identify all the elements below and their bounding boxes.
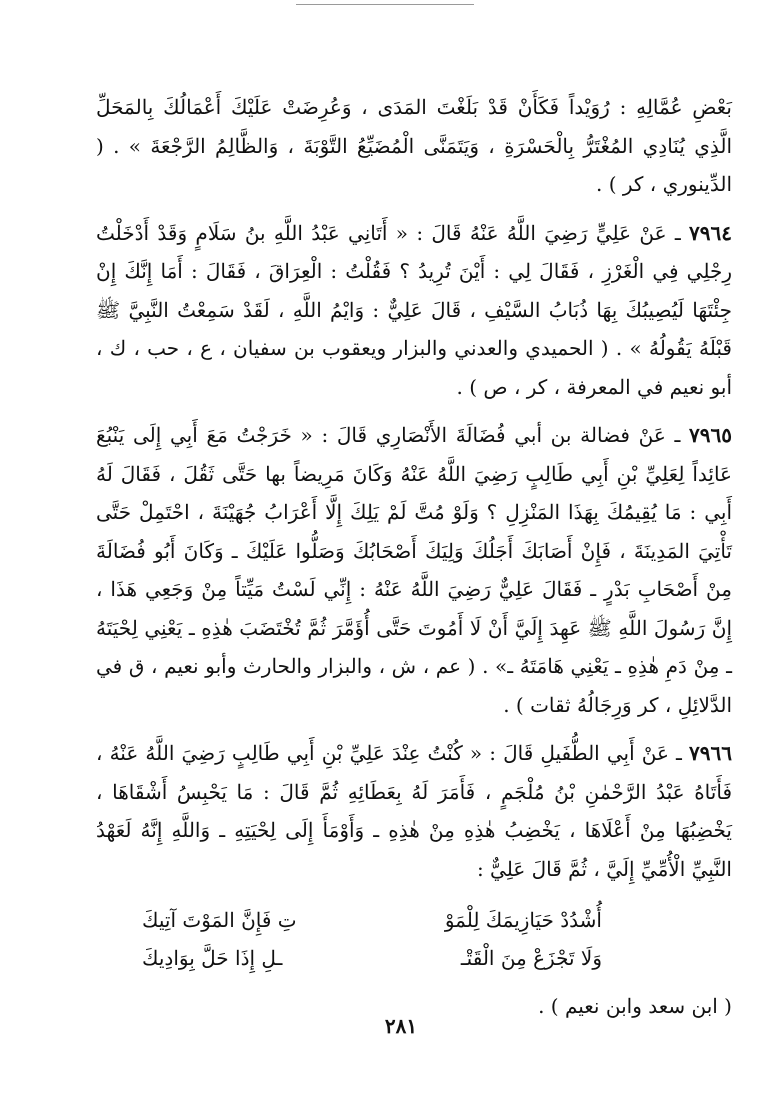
hadith-number: ٧٩٦٦ — [689, 741, 732, 765]
hadith-text: ـ عَنْ أَبِي الطُّفَيلِ قَالَ : « كُنْتُ عِنْدَ عَلِيِّ بْنِ أَبِي طَالِبٍ رَضِيَ اللَّهُ عَنْهُ ، فَأَتَاهُ عَبْدُ الرَّحْمٰنِ بْنُ مُلْجَمٍ ، فَأَمَرَ لَهُ بِعَطَائِهِ ثُمَّ قَالَ : مَا يَحْبِسُ أَشْقَاهَا ، يَخْضِبُهَا مِنْ أَعْلَاهَا ، يَخْضِبُ هٰذِهِ مِنْ هٰذِهِ ـ وَأَوْمَأَ إِلَى لِحْيَتِهِ ـ وَاللَّهِ إِنَّهُ لَعَهْدُ النَّبِيِّ الْأُمِّيِّ إِلَيَّ ، ثُمَّ قَالَ عَلِيٌّ : — [96, 741, 732, 881]
page-number: ٢٨١ — [384, 1014, 418, 1038]
source-citation: ( ابن سعد وابن نعيم ) . — [538, 994, 732, 1018]
hemistich-first: وَلَا تَجْزَعْ مِنَ الْقَتْـ — [460, 946, 602, 970]
hadith-number: ٧٩٦٤ — [689, 220, 732, 245]
poem-verse — [142, 939, 602, 977]
top-rule — [296, 4, 474, 5]
hadith-text: ـ عَنْ عَلِيٍّ رَضِيَ اللَّهُ عَنْهُ قَالَ : « أَتَانِي عَبْدُ اللَّهِ بنُ سَلَامٍ وَقَدْ أَدْخَلْتُ رِجْلِي فِي الْغَرْزِ ، فَقَالَ لِي : أَيْنَ تُرِيدُ ؟ فَقُلْتُ : الْعِرَاقَ ، فَقَالَ : أَمَا إِنَّكَ إِنْ جِئْتَهَا لَيُصِيبُكَ بِهَا ذُبَابُ السَّيْفِ ، قَالَ عَلِيٌّ : وَايْمُ اللَّهِ ، لَقَدْ سَمِعْتُ النَّبِيَّ ﷺ قَبْلَهُ يَقُولُهُ » . ( الحميدي والعدني والبزار ويعقوب بن سفيان ، ع ، حب ، ك ، أبو نعيم في المعرفة ، كر ، ص ) . — [96, 220, 732, 399]
hadith-7964 — [96, 214, 732, 407]
hemistich-first: أُشْدُدْ حَيَازِيمَكَ لِلْمَوْ — [444, 908, 602, 932]
poem — [142, 901, 602, 977]
hemistich-second: تِ فَإِنَّ المَوْتَ آتِيكَ — [142, 908, 297, 932]
poem-verse — [142, 901, 602, 939]
page-body — [96, 88, 732, 1026]
paragraph-continued: بَعْضِ عُمَّالِهِ : رُوَيْداً فَكَأَنْ قَدْ بَلَغْتَ المَدَى ، وَعُرِضَتْ عَلَيْكَ أَعْمَالُكَ بِالمَحَلِّ الَّذِي يُنَادِي المُغْتَرُّ بِالْحَسْرَةِ ، وَيَتَمَنَّى الْمُضَيِّعُ التَّوْبَةَ ، وَالظَّالِمُ الرَّجْعَةَ » . ( الدِّينوري ، كر ) . — [96, 95, 732, 196]
hadith-number: ٧٩٦٥ — [689, 423, 732, 447]
hadith-7965 — [96, 416, 732, 724]
hadith-text: ـ عَنْ فضالة بن أبي فُضَالَةَ الأَنْصَارِي قَالَ : « خَرَجْتُ مَعَ أَبِي إِلَى يَنْبُعَ عَائِداً لِعَلِيِّ بْنِ أَبِي طَالِبٍ رَضِيَ اللَّهُ عَنْهُ وَكَانَ مَرِيضاً بها حَتَّى ثَقُلَ ، فَقَالَ لَهُ أَبِي : مَا يُقِيمُكَ بِهَذَا المَنْزِلِ ؟ وَلَوْ مُتَّ لَمْ يَلِكَ إِلَّا أَعْرَابُ جُهَيْنَةَ ، احْتَمِلْ حَتَّى تَأْتِيَ المَدِينَةَ ، فَإِنْ أَصَابَكَ أَجَلُكَ وَلِيَكَ أَصْحَابُكَ وَصَلُّوا عَلَيْكَ ـ وَكَانَ أَبُو فُضَالَةَ مِنْ أَصْحَابِ بَدْرٍ ـ فَقَالَ عَلِيٌّ رَضِيَ اللَّهُ عَنْهُ : إِنِّي لَسْتُ مَيِّتاً مِنْ وَجَعِي هَذَا ، إِنَّ رَسُولَ اللَّهِ ﷺ عَهِدَ إِلَيَّ أَنْ لَا أَمُوتَ حَتَّى أُؤَمَّرَ ثُمَّ تُخْتَضَبَ هٰذِهِ ـ يَعْنِي لِحْيَتَهُ ـ مِنْ دَمِ هٰذِهِ ـ يَعْنِي هَامَتَهُ ـ» . ( عم ، ش ، والبزار والحارث وأبو نعيم ، ق في الدَّلائِلِ ، كر وَرِجَالُهُ ثقات ) . — [96, 423, 732, 717]
hemistich-second: ـلِ إِذَا حَلَّ بِوَادِيكَ — [142, 946, 283, 970]
hadith-7966 — [96, 734, 732, 888]
